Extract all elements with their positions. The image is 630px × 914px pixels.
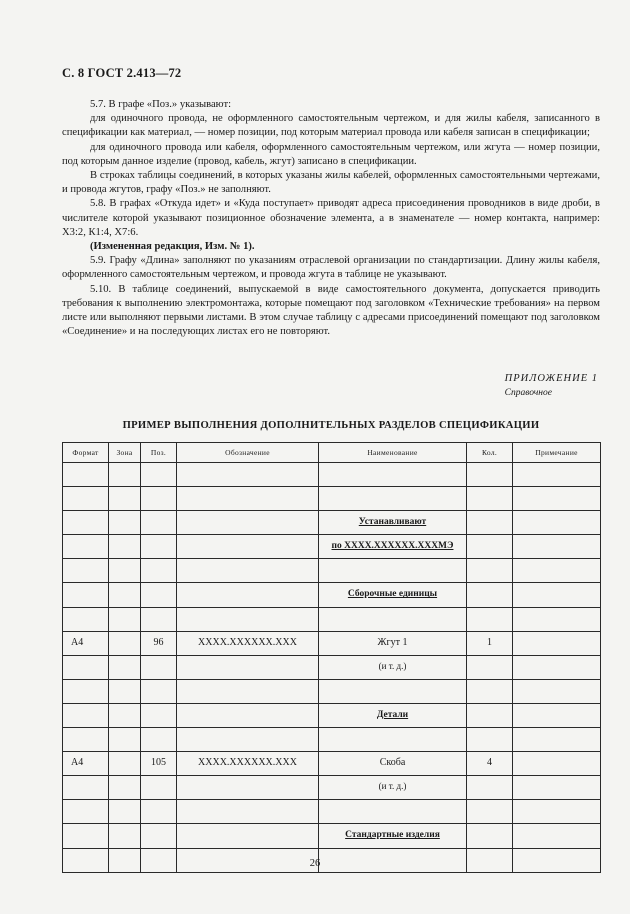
cell-text: [177, 776, 318, 781]
cell-qty: [467, 463, 513, 487]
cell-zone: [109, 583, 141, 607]
cell-qty: [467, 776, 513, 800]
cell-text: [467, 487, 512, 492]
cell-text: [63, 728, 108, 733]
cell-name: [319, 631, 467, 655]
cell-zone: [109, 487, 141, 511]
cell-designation: [177, 703, 319, 727]
table-title: ПРИМЕР ВЫПОЛНЕНИЯ ДОПОЛНИТЕЛЬНЫХ РАЗДЕЛОВ СПЕЦИФИКАЦИИ: [122, 420, 540, 431]
cell-text: [109, 800, 140, 805]
appendix-subtitle: Справочное: [504, 388, 552, 398]
cell-text: [177, 608, 318, 613]
cell-text: [467, 535, 512, 540]
cell-text: [513, 849, 600, 854]
cell-qty: [467, 655, 513, 679]
cell-zone: [109, 679, 141, 703]
page-header: С. 8 ГОСТ 2.413—72: [62, 66, 182, 80]
cell-designation: [177, 631, 319, 655]
table-row: [63, 559, 601, 583]
cell-qty: [467, 728, 513, 752]
cell-text: [141, 824, 176, 829]
cell-text: [467, 511, 512, 516]
cell-text: [467, 704, 512, 709]
cell-text: [513, 559, 600, 564]
cell-text: [141, 728, 176, 733]
cell-zone: [109, 463, 141, 487]
cell-text: [141, 487, 176, 492]
cell-note: [513, 679, 601, 703]
table-row: [63, 703, 601, 727]
cell-note: [513, 728, 601, 752]
cell-format: [63, 728, 109, 752]
table-row: [63, 631, 601, 655]
cell-text: [177, 680, 318, 685]
cell-text: [513, 704, 600, 709]
cell-text: [513, 800, 600, 805]
cell-text: [63, 704, 108, 709]
cell-text: (и т. д.): [378, 660, 407, 671]
cell-format: [63, 487, 109, 511]
cell-name: [319, 487, 467, 511]
cell-zone: [109, 752, 141, 776]
cell-designation: [177, 824, 319, 848]
cell-text: [63, 487, 108, 492]
cell-text: [109, 776, 140, 781]
cell-text: [109, 511, 140, 516]
cell-text: [513, 632, 600, 637]
column-header: Поз.: [141, 443, 177, 463]
cell-text: [177, 704, 318, 709]
cell-zone: [109, 703, 141, 727]
cell-text: [109, 824, 140, 829]
cell-pos: [141, 655, 177, 679]
cell-text: [63, 511, 108, 516]
column-header: Обозначение: [177, 443, 319, 463]
cell-format: [63, 583, 109, 607]
cell-pos: [141, 535, 177, 559]
cell-text: А4: [71, 636, 84, 648]
cell-text: [319, 728, 466, 733]
cell-qty: [467, 487, 513, 511]
cell-text: [513, 656, 600, 661]
cell-text: [141, 463, 176, 468]
cell-text: [467, 583, 512, 588]
cell-text: [513, 680, 600, 685]
cell-note: [513, 535, 601, 559]
page-number: 26: [309, 858, 321, 869]
cell-designation: [177, 776, 319, 800]
cell-pos: [141, 824, 177, 848]
cell-text: [319, 608, 466, 613]
paragraph: (Измененная редакция, Изм. № 1).: [90, 241, 255, 253]
cell-text: [109, 849, 140, 854]
table-row: [63, 511, 601, 535]
cell-pos: [141, 776, 177, 800]
cell-text: [63, 608, 108, 613]
cell-text: [513, 583, 600, 588]
cell-text: [63, 824, 108, 829]
cell-text: [109, 559, 140, 564]
cell-text: [141, 656, 176, 661]
cell-note: [513, 703, 601, 727]
cell-text: [319, 849, 466, 854]
cell-pos: [141, 583, 177, 607]
cell-designation: [177, 535, 319, 559]
cell-name: [319, 776, 467, 800]
cell-text: [177, 800, 318, 805]
table-header-row: [63, 443, 601, 463]
cell-name: [319, 559, 467, 583]
cell-qty: [467, 559, 513, 583]
cell-text: [177, 511, 318, 516]
cell-name: [319, 800, 467, 824]
cell-designation: [177, 583, 319, 607]
cell-format: [63, 703, 109, 727]
appendix-title: ПРИЛОЖЕНИЕ 1: [504, 373, 598, 384]
section-heading: по ХХХХ.ХХХХХХ.ХХХМЭ: [331, 541, 454, 552]
cell-note: [513, 511, 601, 535]
cell-text: [177, 728, 318, 733]
cell-format: [63, 800, 109, 824]
cell-text: [63, 849, 108, 854]
cell-qty: [467, 535, 513, 559]
cell-pos: [141, 463, 177, 487]
paragraph: для одиночного провода или кабеля, оформленного самостоятельным чертежом, или жгута — номер позиции, под которым данное изделие (провод, кабель, жгут) записано в спецификации.: [62, 141, 600, 167]
cell-text: 1: [487, 636, 492, 648]
cell-text: [109, 632, 140, 637]
table-row: [63, 824, 601, 848]
section-heading: Устанавливают: [358, 517, 427, 528]
cell-text: [177, 849, 318, 854]
cell-pos: [141, 703, 177, 727]
column-header: Кол.: [467, 443, 513, 463]
cell-name: [319, 583, 467, 607]
cell-text: [109, 487, 140, 492]
cell-text: [513, 487, 600, 492]
cell-text: [141, 704, 176, 709]
cell-text: [63, 559, 108, 564]
paragraph: В строках таблицы соединений, в которых указаны жилы кабелей, оформленных самостоятельными чертежами, и провода жгутов, графу «Поз.» не заполняют.: [62, 170, 600, 196]
cell-text: [109, 752, 140, 757]
cell-format: [63, 535, 109, 559]
cell-text: [319, 487, 466, 492]
cell-text: [109, 704, 140, 709]
cell-zone: [109, 535, 141, 559]
column-header: Формат: [63, 443, 109, 463]
cell-text: [513, 752, 600, 757]
table-row: [63, 463, 601, 487]
cell-text: 4: [487, 757, 492, 769]
cell-text: Жгут 1: [377, 636, 408, 648]
cell-note: [513, 463, 601, 487]
paragraph: для одиночного провода, не оформленного самостоятельным чертежом, и для жилы кабеля, записанного в спецификации как материал, — номер позиции, под которым материал провода или кабеля записан в спецификации;: [62, 113, 600, 139]
cell-text: [109, 535, 140, 540]
cell-text: [319, 680, 466, 685]
section-heading: Стандартные изделия: [345, 830, 440, 841]
specification-table: [62, 442, 601, 873]
table-row: [63, 487, 601, 511]
cell-designation: [177, 463, 319, 487]
cell-pos: [141, 752, 177, 776]
appendix-label: [505, 372, 598, 400]
cell-note: [513, 824, 601, 848]
cell-name: [319, 703, 467, 727]
cell-note: [513, 655, 601, 679]
cell-format: [63, 655, 109, 679]
cell-text: [63, 800, 108, 805]
cell-text: 105: [151, 757, 166, 769]
cell-note: [513, 583, 601, 607]
cell-text: [141, 680, 176, 685]
cell-name: [319, 511, 467, 535]
table-body: [63, 463, 601, 873]
cell-format: [63, 752, 109, 776]
cell-designation: [177, 752, 319, 776]
cell-pos: [141, 679, 177, 703]
cell-text: [467, 728, 512, 733]
table-row: [63, 800, 601, 824]
cell-designation: [177, 559, 319, 583]
cell-text: (и т. д.): [378, 781, 407, 792]
cell-text: [141, 800, 176, 805]
cell-text: [109, 608, 140, 613]
cell-text: [467, 463, 512, 468]
cell-pos: [141, 728, 177, 752]
table-row: [63, 679, 601, 703]
cell-zone: [109, 776, 141, 800]
cell-qty: [467, 679, 513, 703]
cell-pos: [141, 511, 177, 535]
cell-text: [319, 463, 466, 468]
cell-format: [63, 607, 109, 631]
cell-text: [319, 559, 466, 564]
cell-note: [513, 776, 601, 800]
cell-text: [513, 776, 600, 781]
cell-qty: [467, 607, 513, 631]
cell-name: [319, 535, 467, 559]
cell-format: [63, 824, 109, 848]
cell-zone: [109, 824, 141, 848]
cell-text: [467, 608, 512, 613]
cell-designation: [177, 679, 319, 703]
cell-text: [109, 656, 140, 661]
cell-qty: [467, 631, 513, 655]
cell-designation: [177, 487, 319, 511]
cell-text: ХХХХ.ХХХХХХ.ХХХ: [198, 757, 297, 769]
cell-text: [63, 583, 108, 588]
cell-designation: [177, 655, 319, 679]
cell-text: [109, 728, 140, 733]
body-text: [62, 98, 600, 339]
cell-note: [513, 607, 601, 631]
cell-text: [513, 728, 600, 733]
cell-qty: [467, 800, 513, 824]
cell-text: [513, 511, 600, 516]
table-row: [63, 776, 601, 800]
table-row: [63, 655, 601, 679]
cell-text: [513, 824, 600, 829]
cell-text: 96: [153, 636, 164, 648]
cell-text: [467, 824, 512, 829]
cell-text: [141, 559, 176, 564]
cell-text: ХХХХ.ХХХХХХ.ХХХ: [198, 636, 297, 648]
cell-note: [513, 631, 601, 655]
cell-text: Скоба: [379, 757, 406, 769]
cell-text: [141, 511, 176, 516]
cell-text: [467, 800, 512, 805]
cell-text: [109, 463, 140, 468]
cell-qty: [467, 703, 513, 727]
cell-text: [177, 487, 318, 492]
column-header: Зона: [109, 443, 141, 463]
table-row: [63, 535, 601, 559]
cell-text: [109, 583, 140, 588]
cell-text: [467, 559, 512, 564]
cell-zone: [109, 631, 141, 655]
cell-text: [63, 776, 108, 781]
cell-text: [177, 535, 318, 540]
cell-pos: [141, 487, 177, 511]
cell-text: [513, 608, 600, 613]
cell-name: [319, 728, 467, 752]
cell-text: [467, 776, 512, 781]
cell-format: [63, 463, 109, 487]
cell-format: [63, 776, 109, 800]
cell-zone: [109, 655, 141, 679]
cell-text: [141, 583, 176, 588]
cell-name: [319, 824, 467, 848]
cell-text: [177, 583, 318, 588]
cell-qty: [467, 824, 513, 848]
cell-text: [63, 680, 108, 685]
cell-zone: [109, 559, 141, 583]
cell-text: [141, 849, 176, 854]
cell-text: [63, 463, 108, 468]
cell-format: [63, 511, 109, 535]
cell-text: [141, 776, 176, 781]
cell-name: [319, 607, 467, 631]
table-row: [63, 728, 601, 752]
cell-name: [319, 655, 467, 679]
section-heading: Детали: [376, 709, 409, 720]
section-heading: Сборочные единицы: [347, 589, 438, 600]
cell-text: [177, 656, 318, 661]
cell-text: А4: [71, 757, 84, 769]
cell-text: [177, 463, 318, 468]
cell-pos: [141, 607, 177, 631]
table-row: [63, 752, 601, 776]
cell-text: [63, 535, 108, 540]
cell-format: [63, 631, 109, 655]
cell-text: [141, 535, 176, 540]
cell-pos: [141, 559, 177, 583]
cell-designation: [177, 511, 319, 535]
cell-designation: [177, 607, 319, 631]
paragraph: 5.9. Графу «Длина» заполняют по указаниям отраслевой организации по стандартизации. Длину жилы кабеля, оформленного самостоятельным чертежом, и провода жгута в таблице не указывают.: [62, 255, 600, 281]
cell-text: [141, 608, 176, 613]
cell-text: [109, 680, 140, 685]
cell-name: [319, 752, 467, 776]
cell-text: [177, 559, 318, 564]
cell-note: [513, 752, 601, 776]
cell-text: [467, 656, 512, 661]
cell-text: [467, 680, 512, 685]
column-header: Примечание: [513, 443, 601, 463]
cell-zone: [109, 511, 141, 535]
cell-zone: [109, 607, 141, 631]
cell-zone: [109, 728, 141, 752]
cell-note: [513, 559, 601, 583]
cell-zone: [109, 800, 141, 824]
cell-text: [63, 656, 108, 661]
cell-pos: [141, 631, 177, 655]
cell-text: [513, 535, 600, 540]
cell-text: [177, 824, 318, 829]
cell-qty: [467, 752, 513, 776]
cell-note: [513, 487, 601, 511]
table-row: [63, 607, 601, 631]
cell-designation: [177, 728, 319, 752]
cell-name: [319, 679, 467, 703]
cell-text: [319, 800, 466, 805]
column-header: Наименование: [319, 443, 467, 463]
paragraph: 5.8. В графах «Откуда идет» и «Куда поступает» приводят адреса присоединения проводников в виде дроби, в числителе которой указывают позиционное обозначение элемента, а в знаменателе — номер контакта, например: Х3:2, К1:4, Х7:6.: [62, 198, 600, 238]
cell-format: [63, 679, 109, 703]
cell-format: [63, 559, 109, 583]
paragraph: 5.10. В таблице соединений, выпускаемой в виде самостоятельного документа, допускается приводить требования к выполнению электромонтажа, которые помещают под заголовком «Технические требования» на первом листе или выполняют первыми листами. В этом случае таблицу с адресами присоединений помещают под заголовком «Соединение» и на последующих листах его не повторяют.: [62, 283, 600, 338]
cell-designation: [177, 800, 319, 824]
cell-qty: [467, 511, 513, 535]
cell-qty: [467, 583, 513, 607]
cell-pos: [141, 800, 177, 824]
cell-text: [467, 849, 512, 854]
paragraph: 5.7. В графе «Поз.» указывают:: [90, 99, 232, 110]
cell-name: [319, 463, 467, 487]
table-row: [63, 583, 601, 607]
cell-text: [513, 463, 600, 468]
cell-note: [513, 800, 601, 824]
